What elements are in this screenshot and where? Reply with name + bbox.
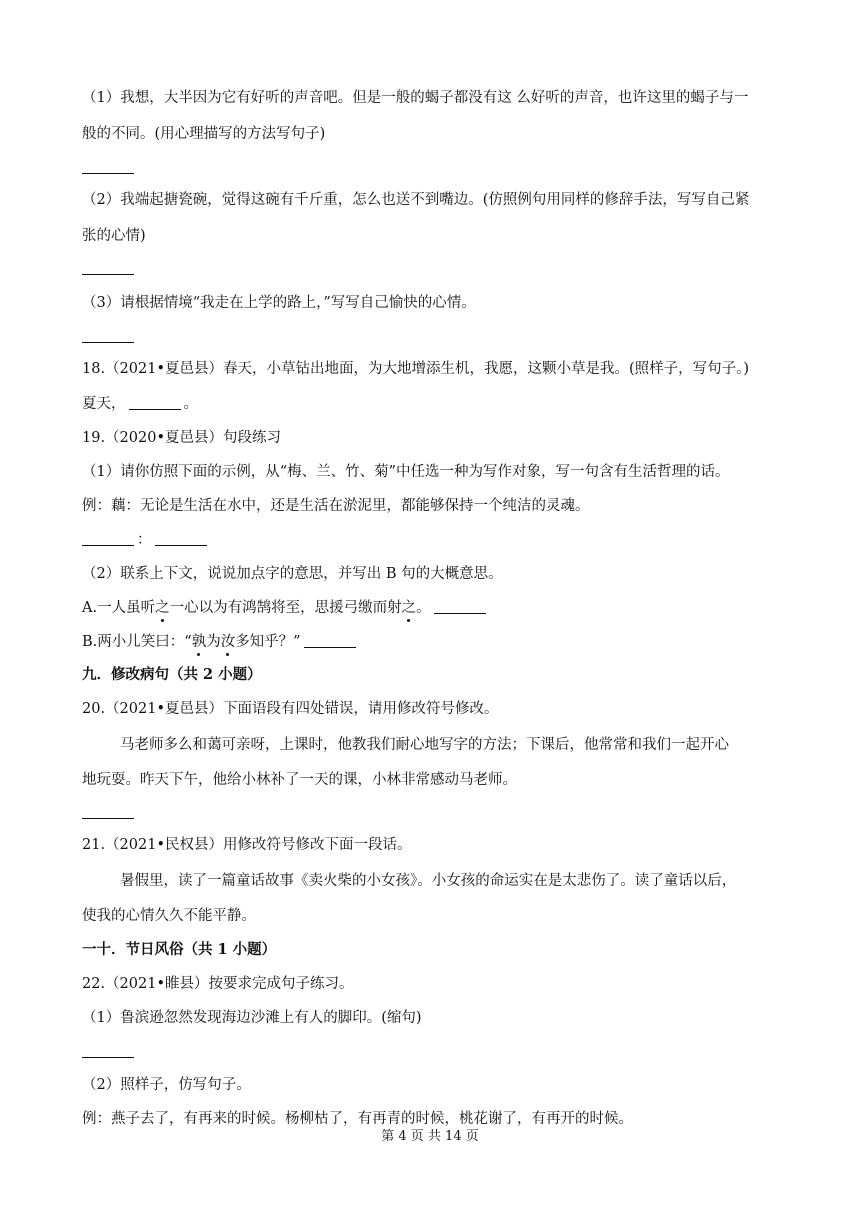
q22-example: 例：燕子去了，有再来的时候。杨柳枯了，有再青的时候，桃花谢了，有再开的时候。 <box>82 1111 633 1127</box>
q18-prefix: 夏天， <box>82 396 126 412</box>
dotted-char: 之 <box>401 600 417 616</box>
q19-1-blank-sentence[interactable] <box>155 531 207 546</box>
dotted-char: 汝 <box>220 634 236 650</box>
answer-line-q17-3 <box>82 342 134 343</box>
q19-1-answer-row <box>82 530 782 550</box>
q18-line-1: 18.（2021•夏邑县）春天，小草钻出地面，为大地增添生机，我愿，这颗小草是我。(照样子，写句子。) <box>82 361 750 377</box>
q21-passage-line-1: 暑假里，读了一篇童话故事《卖火柴的小女孩》。小女孩的命运实在是太悲伤了。读了童话以后， <box>120 873 737 889</box>
answer-line-q17-1 <box>82 173 134 174</box>
q19-b-text-3: 多知乎？” <box>235 634 301 650</box>
q18-answer-blank[interactable] <box>129 395 181 410</box>
q18-suffix: 。 <box>183 396 198 412</box>
q20-passage-line-1: 马老师多么和蔼可亲呀，上课时，他教我们耐心地写字的方法；下课后，他常常和我们一起开心 <box>120 737 729 753</box>
q17-1-line-1: （1）我想，大半因为它有好听的声音吧。但是一般的蝎子都没有这 么好听的声音，也许这里的蝎子与一 <box>82 90 749 106</box>
q19-1-blank-subject[interactable] <box>82 531 134 546</box>
q17-3-line: （3）请根据情境“我走在上学的路上，”写写自己愉快的心情。 <box>82 295 476 311</box>
q20-passage-line-2: 地玩耍。昨天下午，他给小林补了一天的课，小林非常感动马老师。 <box>82 772 517 788</box>
q19-a-text-2: 一心以为有鸿鹄将至，思援弓缴而射 <box>169 600 402 616</box>
q20-prompt: 20.（2021•夏邑县）下面语段有四处错误，请用修改符号修改。 <box>82 701 499 717</box>
q17-2-line-1: （2）我端起搪瓷碗，觉得这碗有千斤重，怎么也送不到嘴边。(仿照例句用同样的修辞手法，写写自己紧 <box>82 192 750 208</box>
q22-2-prompt: （2）照样子，仿写句子。 <box>82 1077 251 1093</box>
page-number-footer: 第 4 页 共 14 页 <box>381 1129 479 1144</box>
q22-1-prompt: （1）鲁滨逊忽然发现海边沙滩上有人的脚印。(缩句) <box>82 1010 422 1026</box>
q19-title: 19.（2020•夏邑县）句段练习 <box>82 430 282 446</box>
dotted-char: 之 <box>155 600 170 616</box>
q19-a-text-3: 。 <box>416 600 431 616</box>
q21-prompt: 21.（2021•民权县）用修改符号修改下面一段话。 <box>82 837 412 853</box>
q19-2-sentence-a <box>82 598 782 618</box>
q19-example: 例：藕：无论是生活在水中，还是生活在淤泥里，都能够保持一个纯洁的灵魂。 <box>82 498 590 514</box>
q17-1-line-2: 般的不同。(用心理描写的方法写句子) <box>82 126 326 142</box>
q19-b-text-1: B.两小儿笑曰：“ <box>82 634 192 650</box>
answer-line-q17-2 <box>82 274 134 275</box>
section-10-heading: 一十．节日风俗（共 1 小题） <box>82 941 277 958</box>
q19-1-colon: ： <box>137 532 152 548</box>
q22-prompt: 22.（2021•睢县）按要求完成句子练习。 <box>82 976 354 992</box>
q19-2-sentence-b <box>82 632 782 652</box>
q19-2-prompt: （2）联系上下文，说说加点字的意思，并写出 B 句的大概意思。 <box>82 566 503 582</box>
q21-passage-line-2: 使我的心情久久不能平静。 <box>82 908 256 924</box>
q19-b-answer-blank[interactable] <box>304 633 356 648</box>
answer-line-q22-1 <box>82 1057 134 1058</box>
dotted-char: 孰 <box>191 634 207 650</box>
q19-a-text-1: A.一人虽听 <box>82 600 156 616</box>
answer-line-q20 <box>82 818 134 819</box>
q19-b-text-2: 为 <box>206 634 221 650</box>
section-9-heading: 九．修改病句（共 2 小题） <box>82 666 262 683</box>
q18-line-2 <box>82 394 782 414</box>
q17-2-line-2: 张的心情) <box>82 228 146 244</box>
q19-a-answer-blank[interactable] <box>434 599 486 614</box>
q19-1-prompt: （1）请你仿照下面的示例，从“梅、兰、竹、菊”中任选一种为写作对象，写一句含有生活哲理的话。 <box>82 464 730 480</box>
